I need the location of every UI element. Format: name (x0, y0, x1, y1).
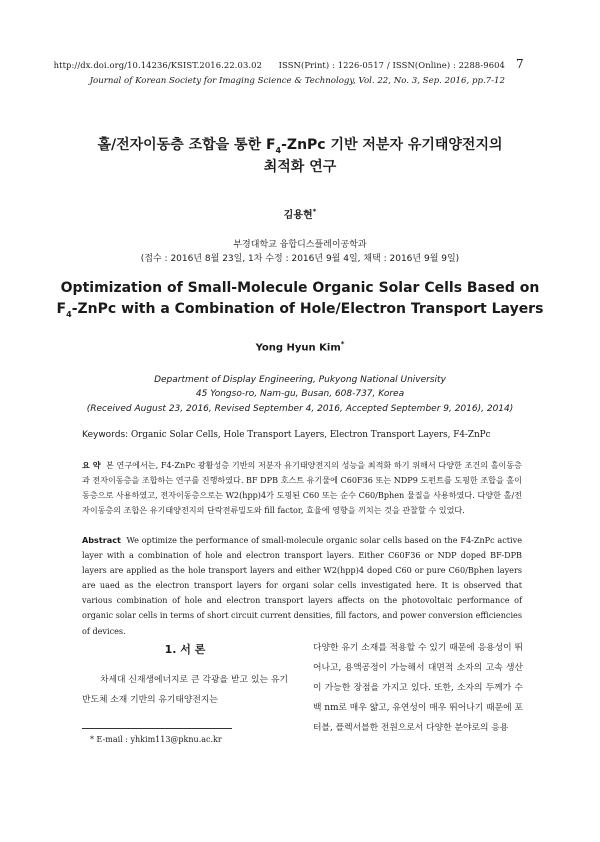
english-abstract-label: Abstract (82, 535, 121, 545)
running-header-ids (0, 60, 505, 70)
korean-dates: (접수 : 2016년 8월 23일, 1차 수정 : 2016년 9월 4일, 채택 : 2016년 9월 9일) (140, 254, 460, 264)
english-title-line2: $F_4$-ZnPc with a Combination of Hole/Electron Transport Layers (56, 301, 544, 319)
korean-affiliation: 부경대학교 융합디스플레이공학과 (233, 240, 367, 250)
keywords-label: Keywords: (82, 430, 129, 440)
footnote-email: * E-mail : yhkim113@pknu.ac.kr (90, 735, 222, 744)
intro-left-text: 차세대 신재생에너지로 큰 각광을 받고 있는 유기반도체 소재 기반의 유기태양전지는 (82, 675, 288, 705)
keywords (82, 430, 522, 440)
korean-title-line2: 최적화 연구 (263, 159, 337, 175)
journal-citation: Journal of Korean Society for Imaging Science & Technology, Vol. 22, No. 3, Sep. 2016, pp.7-12 (89, 76, 505, 86)
intro-left-column (82, 670, 288, 710)
author-footnote-mark: * (312, 207, 317, 216)
english-abstract-text: We optimize the performance of small-molecule organic solar cells based on the F4-ZnPc active layer with a combination of hole and electron transport layers. Either C60F36 or NDP doped BF-DPB layers are applied as the hole transport layers and either W2(hpp)4 doped C60 or pure C60/Bphen layers are uaed as the electron transport layers for organi solar cells investigated here. It is observed that various combination of hole and electron transport layers affects on the photovoltaic performance of organic solar cells in terms of short circuit current densities, fill factors, and power conversion efficiencies of devices. (82, 535, 522, 636)
korean-abstract-text: 본 연구에서는, F4-ZnPc 광활성층 기반의 저분자 유기태양전지의 성능을 최적화 하기 위해서 다양한 조건의 홀이동층과 전자이동층을 조합하는 연구를 진행하였다. BF DPB 호스트 유기물에 C60F36 또는 NDP9 도펀트를 도핑한 조합을 홀이동층으로 사용하였고, 전자이동층으로는 W2(hpp)4가 도핑된 C60 또는 순수 C60/Bphen 물질을 사용하였다. 다양한 홀/전자이동층의 조합은 유기태양전지의 단락전류밀도와 fill factor, 효율에 영향을 끼치는 것을 관찰할 수 있었다. (82, 460, 522, 516)
page-number: 7 (516, 57, 524, 71)
intro-right-column: 다양한 유기 소재를 적용할 수 있기 때문에 응용성이 뛰어나고, 용액공정이 가능해서 대면적 소자의 고속 생산이 가능한 장점을 가지고 있다. 또한, 소자의 두께가 수 백 nm로 매우 얇고, 유연성이 매우 뛰어나기 때문에 포터블, 플렉서블한 전원으로서 다양한 분야로의 응용 (313, 643, 523, 733)
korean-abstract (82, 458, 522, 518)
keywords-text: Organic Solar Cells, Hole Transport Layers, Electron Transport Layers, F4-ZnPc (130, 430, 491, 440)
english-author: Yong Hyun Kim* (255, 340, 345, 354)
english-title-line1: Optimization of Small-Molecule Organic Solar Cells Based on (60, 280, 540, 296)
doi-link[interactable]: http://dx.doi.org/10.14236/KSIST.2016.22.03.02 (53, 60, 263, 70)
english-abstract (82, 533, 522, 639)
introduction-heading: 1. 서 론 (164, 643, 206, 656)
english-dates: (Received August 23, 2016, Revised September 4, 2016, Accepted September 9, 2016), 2014) (86, 404, 514, 414)
footnote-divider (82, 728, 232, 729)
english-department: Department of Display Engineering, Pukyong National University (154, 375, 446, 385)
english-address: 45 Yongso-ro, Nam-gu, Busan, 608-737, Korea (195, 389, 405, 399)
korean-author: 김용현* (283, 207, 317, 221)
korean-abstract-label: 요 약 (82, 460, 101, 470)
author-footnote-mark: * (340, 340, 345, 348)
issn-text: ISSN(Print) : 1226-0517 / ISSN(Online) : 2288-9604 (278, 60, 505, 70)
korean-title-line1: 홀/전자이동층 조합을 통한 $F_4$-ZnPc 기반 저분자 유기태양전지의 (97, 137, 503, 155)
